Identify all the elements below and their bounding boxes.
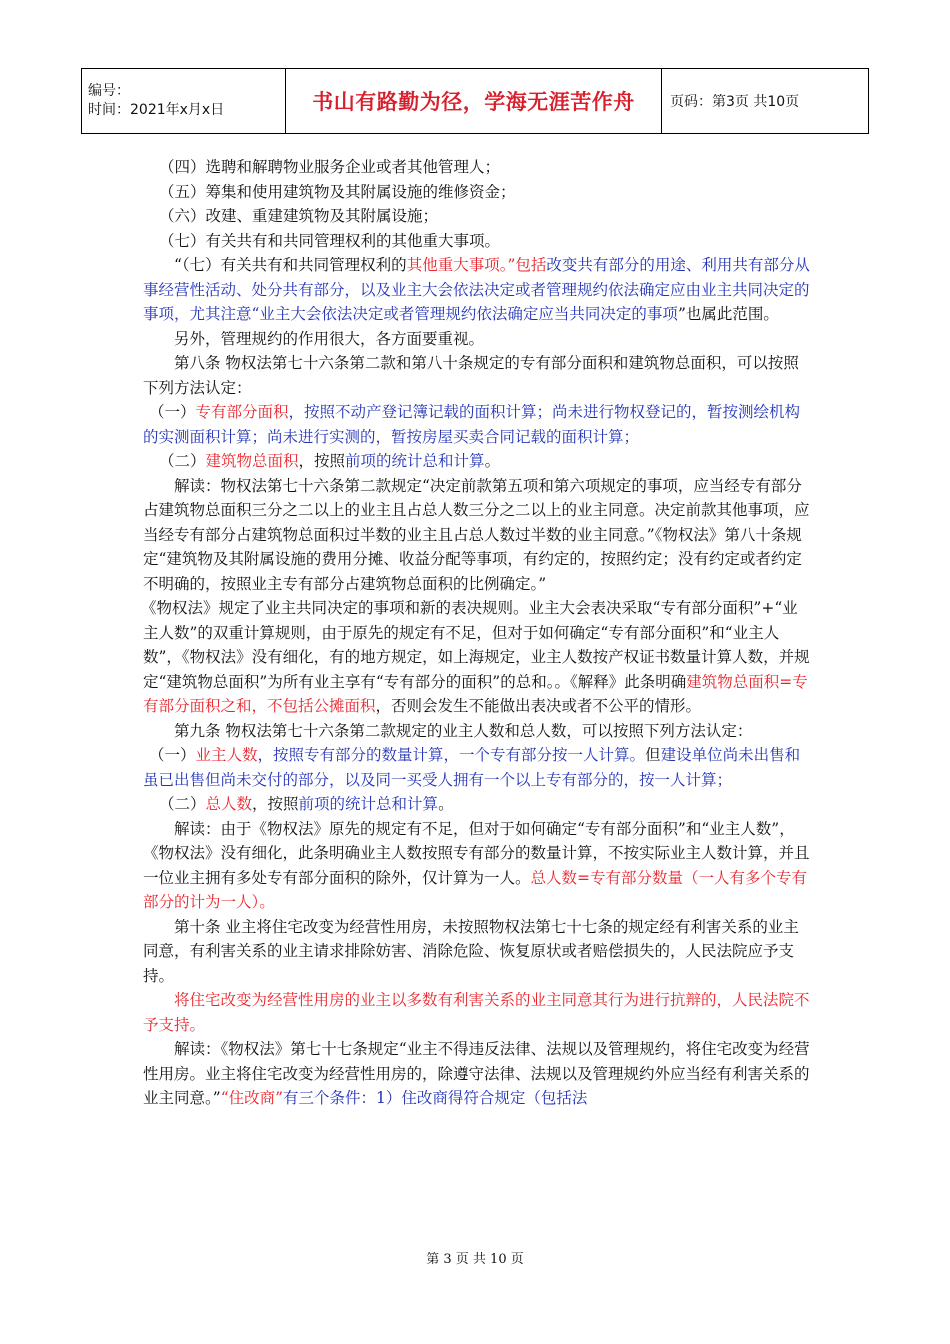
article-8: 第八条 物权法第七十六条第二款和第八十条规定的专有部分面积和建筑物总面积，可以按照下列方法认定： bbox=[143, 354, 799, 397]
text-run: 《物权法》规定了业主共同决定的事项和新的表决规则。业主大会表决采取“专有部分面积”+“业主人数”的双重计算规则，由于原先的规定有不足，但对于如何确定“专有部分面积”和“业主人数”，《物权法》没有细化，有的地方规定，如上海规定，业主人数按产权证书数量计算人数，并规定“建筑物总面积”为所有业主享有“专有部分的面积”的总和。。《解释》此条明确 bbox=[141, 599, 810, 691]
date-label: 时间：2021年x月x日 bbox=[88, 102, 225, 118]
highlight-blue: 有三个条件：1）住改商得符合规定（包括法 bbox=[283, 1089, 588, 1107]
highlight-blue: 前项的统计总和计算 bbox=[298, 795, 439, 813]
text-run: ”也属此范围。 bbox=[677, 305, 779, 323]
text-run: ，按照 bbox=[252, 795, 299, 813]
paragraph bbox=[143, 743, 810, 792]
highlight-blue: ，按照不动产登记簿记载的面积计算；尚未进行物权登记的，暂按测绘机构的实测面积计算；尚未进行实测的，暂按房屋买卖合同记载的面积计算； bbox=[143, 403, 801, 446]
paragraph bbox=[143, 1037, 810, 1111]
paragraph bbox=[143, 253, 810, 327]
paragraph bbox=[143, 817, 810, 915]
highlight-blue: 建设单位尚未出售和虽已出售但尚未交付的部分，以及同一买受人拥有一个以上专有部分的，按一人计算； bbox=[143, 746, 801, 789]
text-run: 但 bbox=[645, 746, 661, 764]
paragraph: （四）选聘和解聘物业服务企业或者其他管理人； bbox=[159, 158, 501, 176]
paragraph: （七）有关共有和共同管理权利的其他重大事项。 bbox=[159, 231, 501, 250]
paragraph: （六）改建、重建建筑物及其附属设施； bbox=[159, 207, 439, 225]
text-run: ，按照 bbox=[298, 452, 346, 470]
paragraph bbox=[143, 449, 810, 474]
number-label: 编号： bbox=[88, 83, 130, 99]
document-header bbox=[81, 68, 869, 134]
header-motto: 书山有路勤为径，学海无涯苦作舟 bbox=[286, 69, 662, 134]
header-page-info: 页码：第3页 共10页 bbox=[662, 69, 869, 134]
text-run: ，否则会发生不能做出表决或者不公平的情形。 bbox=[375, 697, 702, 715]
text-run: 。 bbox=[438, 795, 454, 813]
paragraph: 解读：物权法第七十六条第二款规定“决定前款第五项和第六项规定的事项，应当经专有部分占建筑物总面积三分之二以上的业主且占总人数三分之二以上的业主同意。决定前款其他事项，应当经专有部分占建筑物总面积过半数的业主且占总人数过半数的业主同意。”《物权法》第八十条规定“建筑物及其附属设施的费用分摊、收益分配等事项，有约定的，按照约定；没有约定或者约定不明确的，按照业主专有部分占建筑物总面积的比例确定。” bbox=[143, 476, 810, 593]
text-run: （一） bbox=[149, 746, 196, 764]
header-meta bbox=[82, 69, 286, 134]
document-body bbox=[143, 155, 810, 1111]
paragraph: 将住宅改变为经营性用房的业主以多数有利害关系的业主同意其行为进行抗辩的，人民法院不予支持。 bbox=[143, 991, 810, 1034]
highlight-blue: 改变共有部分的用途、利用共有部分从事经营性活动、处分共有部分，以及业主大会依法决定或者管理规约依法确定应由业主共同决定的事项，尤其注意“业主大会依法决定或者管理规约依法确定应当共同决定的事项 bbox=[143, 256, 810, 323]
highlight-red: 专有部分面积 bbox=[195, 403, 289, 421]
paragraph bbox=[143, 400, 810, 449]
highlight-red: 总人数 bbox=[205, 795, 253, 813]
highlight-red: 建筑物总面积=专有部分面积之和，不包括公摊面积 bbox=[143, 672, 808, 715]
paragraph: 另外，管理规约的作用很大，各方面要重视。 bbox=[174, 329, 485, 348]
highlight-red: 建筑物总面积 bbox=[205, 452, 299, 470]
highlight-red: 其他重大事项。”包括 bbox=[406, 256, 547, 274]
highlight-red: 总人数=专有部分数量（一人有多个专有部分的计为一人）。 bbox=[143, 868, 808, 911]
highlight-red: “住改商” bbox=[220, 1089, 284, 1107]
text-run: （一） bbox=[149, 403, 196, 421]
highlight-blue: ，按照专有部分的数量计算，一个专有部分按一人计算。 bbox=[257, 746, 646, 764]
text-run: 。 bbox=[484, 452, 501, 470]
paragraph: （五）筹集和使用建筑物及其附属设施的维修资金； bbox=[159, 182, 516, 201]
text-run: （二） bbox=[159, 452, 206, 470]
page-footer: 第 3 页 共 10 页 bbox=[426, 1252, 524, 1267]
highlight-blue: 前项的统计总和计算 bbox=[345, 452, 485, 470]
paragraph bbox=[143, 596, 810, 719]
text-run: （二） bbox=[159, 795, 206, 813]
text-run: 解读：《物权法》第七十七条规定“业主不得违反法律、法规以及管理规约，将住宅改变为经营性用房。业主将住宅改变为经营性用房的，除遵守法律、法规以及管理规约外应当经有利害关系的业主同意。” bbox=[143, 1040, 810, 1107]
article-10: 第十条 业主将住宅改变为经营性用房，未按照物权法第七十七条的规定经有利害关系的业主同意，有利害关系的业主请求排除妨害、消除危险、恢复原状或者赔偿损失的，人民法院应予支持。 bbox=[143, 917, 799, 985]
text-run: 解读：由于《物权法》原先的规定有不足，但对于如何确定“专有部分面积”和“业主人数”，《物权法》没有细化，此条明确业主人数按照专有部分的数量计算，不按实际业主人数计算，并且一位业主拥有多处专有部分面积的除外，仅计算为一人。 bbox=[143, 819, 810, 887]
paragraph bbox=[143, 792, 810, 817]
highlight-red: 业主人数 bbox=[195, 746, 258, 764]
text-run: “（七）有关共有和共同管理权利的 bbox=[174, 256, 407, 274]
article-9: 第九条 物权法第七十六条第二款规定的业主人数和总人数，可以按照下列方法认定： bbox=[174, 721, 753, 740]
